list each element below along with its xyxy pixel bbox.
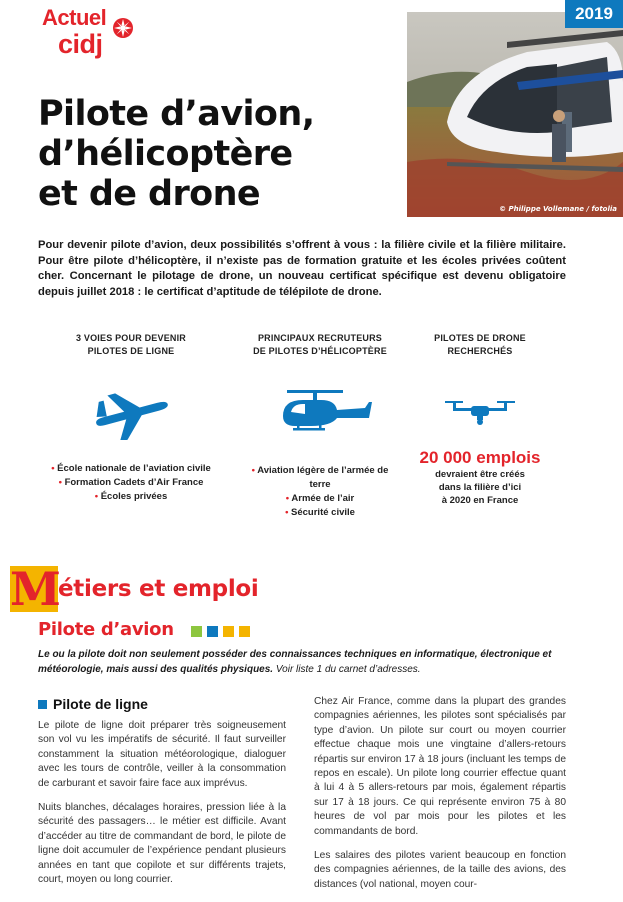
body-paragraph: Le pilote de ligne doit préparer très soigneusement son vol vu les impératifs de sécurité. Il faut surveiller constamment la situation météorologique, dialoguer avec les tours de contrôle, veiller à la consommation de carburant et savoir faire face aux imprévus. (38, 720, 286, 789)
drone-jobs-stat: 20 000 emplois (419, 448, 541, 467)
section-initial: M (10, 562, 61, 616)
color-square (239, 626, 250, 637)
year-badge: 2019 (565, 0, 623, 28)
section-subtitle: Pilote d’avion (38, 619, 174, 640)
title-line-2: d’hélicoptère (38, 134, 293, 174)
infographic-title: PILOTES DE DRONE RECHERCHÉS (434, 333, 526, 356)
infographic-drone-pilots (410, 332, 550, 507)
airline-pilot-paths-list (48, 462, 214, 504)
drone-icon (443, 398, 517, 428)
list-item: • Aviation légère de l’armée de terre (242, 464, 398, 492)
body-paragraph: Chez Air France, comme dans la plupart des grandes compagnies aériennes, les pilotes sont spécialisés par type d’avion. Un pilote sur court ou moyen courrier effectue chaque mois une vingtaine d’allers-retours répartis sur environ 17 à 18 jours (incluant les temps de repos en escale). Un pilote long courrier effectue quant à lui 4 à 5 allers-retours par mois, également répartis sur 17 à 18 jours. Ce qui représente environ 75 à 80 heures de vol par mois pour les pilotes et les commandants de bord. (314, 696, 566, 837)
left-text-column (38, 695, 286, 897)
list-item: • Sécurité civile (242, 506, 398, 520)
infographic-airline-pilots (48, 332, 214, 504)
color-squares (191, 624, 255, 636)
helicopter-recruiters-list (242, 464, 398, 520)
infographic-title: PRINCIPAUX RECRUTEURS DE PILOTES D’HÉLICOPTÈRE (253, 333, 387, 356)
list-item: • Écoles privées (48, 490, 214, 504)
subsection-heading-label: Pilote de ligne (53, 695, 148, 712)
lead-reference: Voir liste 1 du carnet d’adresses. (275, 663, 421, 675)
heading-square-icon (38, 700, 47, 709)
lead-text: Le ou la pilote doit non seulement posséder des connaissances techniques en informatique, électronique et météorologie, mais aussi des qualités physiques. (38, 649, 552, 675)
intro-paragraph: Pour devenir pilote d’avion, deux possibilités s’offrent à vous : la filière civile et la filière militaire. Pour être pilote d’hélicoptère, il n’existe pas de formation gratuite et les écoles privées coûtent cher. Concernant le pilotage de drone, un nouveau certificat spécifique est devenu obligatoire depuis juillet 2018 : le certificat d’aptitude de télépilote de drone. (38, 239, 566, 298)
infographic-helicopter-recruiters (242, 332, 398, 520)
airplane-icon (91, 388, 171, 440)
color-square (191, 626, 202, 637)
drone-jobs-description: devraient être créés dans la filière d’ici à 2020 en France (435, 469, 525, 506)
section-title: étiers et emploi (58, 576, 259, 602)
color-square (223, 626, 234, 637)
logo-wheel-icon (112, 17, 134, 39)
lead-paragraph (38, 648, 566, 677)
subsection-heading (38, 695, 286, 713)
body-paragraph: Nuits blanches, décalages horaires, pression liée à la sécurité des passagers… le métier est difficile. Avant d’accéder au titre de commandant de bord, le pilote de ligne doit accumuler de l’expérience pendant plusieurs années en tant que copilote et sur différents trajets, court, moyen ou long courrier. (38, 802, 286, 886)
color-square (207, 626, 218, 637)
photo-credit: © Philippe Vollemane / fotolia (499, 205, 617, 213)
logo-cidj: cidj (58, 29, 103, 59)
right-text-column (314, 695, 566, 902)
list-item: • École nationale de l’aviation civile (48, 462, 214, 476)
list-item: • Formation Cadets d’Air France (48, 476, 214, 490)
title-line-3: et de drone (38, 174, 261, 214)
infographic-title: 3 VOIES POUR DEVENIR PILOTES DE LIGNE (75, 333, 187, 356)
cidj-logo (42, 5, 132, 65)
body-paragraph: Les salaires des pilotes varient beaucoup en fonction des compagnies aériennes, de la taille des avions, des distances (vol national, moyen cour- (314, 850, 566, 890)
helicopter-icon (265, 388, 375, 436)
helicopter-photo (407, 12, 623, 217)
title-line-1: Pilote d’avion, (38, 94, 315, 134)
logo-actuel: Actuel (42, 5, 107, 30)
page-title (38, 94, 314, 214)
list-item: • Armée de l’air (242, 492, 398, 506)
